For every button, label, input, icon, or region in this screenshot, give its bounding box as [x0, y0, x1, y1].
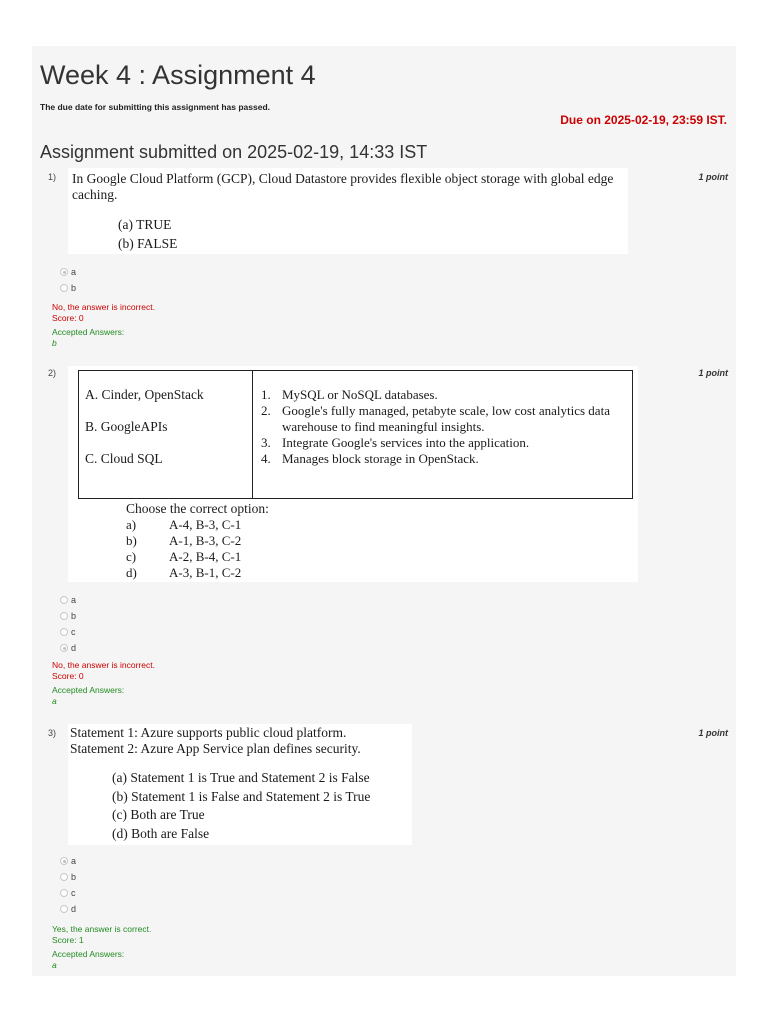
- answer-options: [60, 264, 76, 296]
- choice-list: [112, 769, 370, 843]
- accepted-answers-label: Accepted Answers:: [52, 327, 125, 337]
- accepted-answer: b: [52, 338, 57, 348]
- answer-feedback: [52, 302, 155, 349]
- question-prompt: Choose the correct option:: [126, 501, 269, 516]
- match-description: 4. Manages block storage in OpenStack.: [261, 451, 479, 466]
- option-label: d: [71, 643, 77, 653]
- match-item: C. Cloud SQL: [85, 451, 163, 466]
- accepted-answers-label: Accepted Answers:: [52, 685, 125, 695]
- radio-button[interactable]: [60, 612, 68, 620]
- match-description: 3. Integrate Google's services into the application.: [261, 435, 530, 450]
- score-text: Score: 0: [52, 313, 84, 323]
- choice-text: (c) Both are True: [112, 807, 205, 822]
- match-description: 1. MySQL or NoSQL databases.: [261, 387, 438, 402]
- match-item: A. Cinder, OpenStack: [85, 387, 204, 402]
- answer-option-b[interactable]: [60, 280, 76, 296]
- choice-row: c) A-2, B-4, C-1: [126, 549, 242, 564]
- question-points: 1 point: [698, 172, 728, 182]
- feedback-text: No, the answer is incorrect.: [52, 302, 155, 312]
- option-label: c: [71, 888, 76, 898]
- radio-button[interactable]: [60, 889, 68, 897]
- question-points: 1 point: [698, 728, 728, 738]
- radio-button[interactable]: [60, 905, 68, 913]
- radio-button[interactable]: [60, 628, 68, 636]
- matching-table: [78, 370, 633, 499]
- answer-option-a[interactable]: [60, 853, 76, 869]
- submission-status: Assignment submitted on 2025-02-19, 14:33 IST: [40, 142, 428, 162]
- feedback-text: Yes, the answer is correct.: [52, 924, 152, 934]
- accepted-answer: a: [52, 696, 57, 706]
- question-points: 1 point: [698, 368, 728, 378]
- radio-button[interactable]: [60, 873, 68, 881]
- score-text: Score: 0: [52, 671, 84, 681]
- feedback-text: No, the answer is incorrect.: [52, 660, 155, 670]
- choice-row: a) A-4, B-3, C-1: [126, 517, 242, 532]
- answer-feedback: [52, 924, 151, 971]
- page-title: Week 4 : Assignment 4: [40, 60, 316, 90]
- option-label: a: [71, 267, 77, 277]
- answer-option-c[interactable]: [60, 624, 76, 640]
- matching-right-column: [253, 371, 632, 498]
- choice-text: (b) FALSE: [118, 236, 178, 251]
- radio-button[interactable]: [60, 857, 68, 865]
- option-label: b: [71, 872, 77, 882]
- radio-button[interactable]: [60, 644, 68, 652]
- answer-option-d[interactable]: [60, 901, 76, 917]
- question-text: In Google Cloud Platform (GCP), Cloud Datastore provides flexible object storage with global edge caching.: [72, 171, 614, 202]
- radio-button[interactable]: [60, 284, 68, 292]
- match-description: 2. Google's fully managed, petabyte scale, low cost analytics data warehouse to find meaningful insights.: [261, 403, 610, 434]
- answer-option-a[interactable]: [60, 592, 76, 608]
- due-date: Due on 2025-02-19, 23:59 IST.: [560, 113, 727, 127]
- match-item: B. GoogleAPIs: [85, 419, 168, 434]
- accepted-answers-label: Accepted Answers:: [52, 949, 125, 959]
- answer-feedback: [52, 660, 155, 707]
- choice-text: (a) Statement 1 is True and Statement 2 is False: [112, 770, 370, 785]
- choice-row: b) A-1, B-3, C-2: [126, 533, 242, 548]
- answer-option-c[interactable]: [60, 885, 76, 901]
- option-label: a: [71, 595, 77, 605]
- answer-option-a[interactable]: [60, 264, 76, 280]
- accepted-answer: a: [52, 960, 57, 970]
- score-text: Score: 1: [52, 935, 84, 945]
- option-label: c: [71, 627, 76, 637]
- statement-1: Statement 1: Azure supports public cloud platform.: [70, 725, 347, 740]
- matching-left-column: [79, 371, 253, 498]
- statement-2: Statement 2: Azure App Service plan defines security.: [70, 741, 361, 756]
- radio-button[interactable]: [60, 268, 68, 276]
- question-number: 1): [48, 172, 57, 182]
- answer-options: [60, 853, 76, 917]
- answer-option-b[interactable]: [60, 869, 76, 885]
- choice-text: (b) Statement 1 is False and Statement 2 is True: [112, 788, 371, 804]
- question-number: 2): [48, 368, 57, 378]
- question-2-content: [68, 366, 638, 582]
- choice-text: (a) TRUE: [118, 217, 172, 232]
- option-label: b: [71, 283, 77, 293]
- answer-option-b[interactable]: [60, 608, 76, 624]
- radio-button[interactable]: [60, 596, 68, 604]
- question-3-content: [68, 724, 412, 845]
- assignment-panel: [32, 46, 736, 976]
- choice-row: d) A-3, B-1, C-2: [126, 565, 242, 580]
- option-label: b: [71, 611, 77, 621]
- option-label: d: [71, 904, 77, 914]
- answer-option-d[interactable]: [60, 640, 76, 656]
- question-1-content: [68, 168, 628, 254]
- answer-options: [60, 592, 76, 656]
- due-passed-note: The due date for submitting this assignment has passed.: [40, 102, 271, 112]
- option-label: a: [71, 856, 77, 866]
- question-number: 3): [48, 728, 57, 738]
- choice-text: (d) Both are False: [112, 825, 210, 841]
- choice-list: [126, 517, 241, 581]
